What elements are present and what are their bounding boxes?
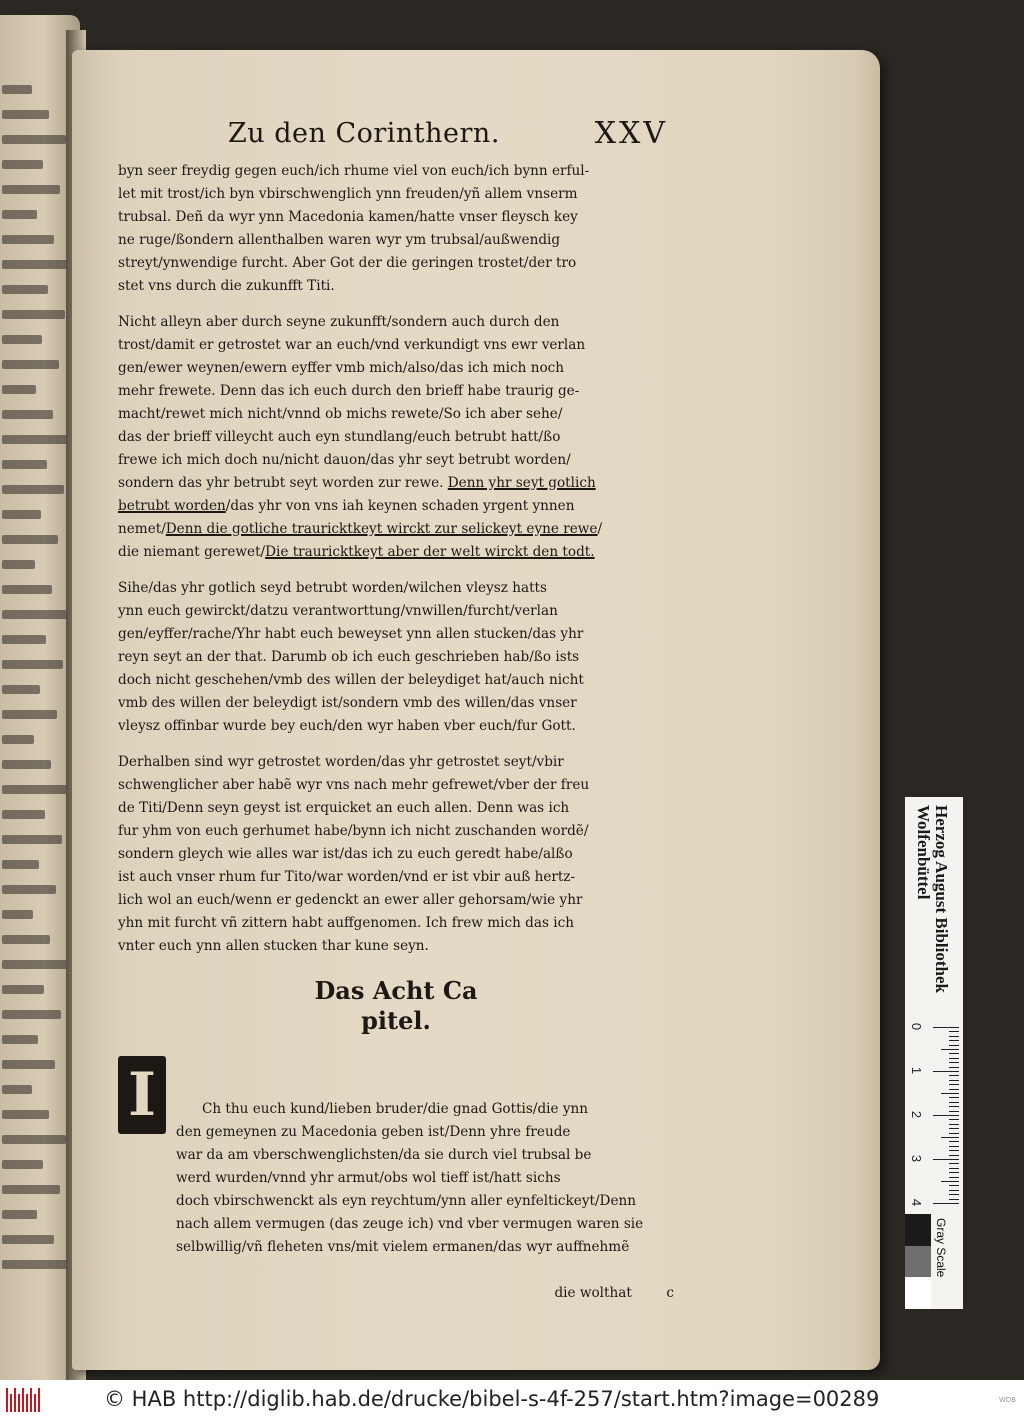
paragraph-2: Nicht alleyn aber durch seyne zukunfft/sondern auch durch den trost/damit er getrostet war an euch/vnd verkundigt vns ewr verlan gen/ewer weynen/ewern eyffer vmb mich/also/das ich mich noch mehr frewete. Denn das ich euch durch den brieff habe traurig ge- macht/rewet mich nicht/vnnd ob michs rewete/So ich aber sehe/ das der brieff villeycht auch eyn stundlang/euch betrubt hatt/ßo frewe ich mich doch nu/nicht dauon/das yhr seyt betrubt worden/ sondern das yhr betrubt seyt worden zur rewe. Denn yhr seyt gotlich betrubt worden/das yhr von vns iah keynen schaden yrgent ynnen nemet/Denn die gotliche trauricktkeyt wirckt zur selickeyt eyne rewe/ die niemant gerewet/Die trauricktkeyt aber der welt wirckt den todt.	[118, 314, 603, 560]
facing-page-text-line	[2, 1210, 37, 1219]
ruler-tick	[949, 1185, 959, 1186]
chapter-heading-line1: Das Acht Ca	[314, 976, 478, 1005]
ruler-number: 0	[909, 1022, 925, 1031]
facing-page-text-line	[2, 285, 48, 294]
gray-swatch	[905, 1214, 931, 1246]
facing-page-text-line	[2, 360, 59, 369]
chapter-paragraph	[118, 1052, 674, 1282]
ruler-tick	[949, 1199, 959, 1200]
ruler-tick	[949, 1106, 959, 1107]
ruler-tick	[949, 1194, 959, 1195]
facing-page-text-line	[2, 735, 34, 744]
ruler-tick	[949, 1058, 959, 1059]
footer-copyright-link[interactable]: © HAB http://diglib.hab.de/drucke/bibel-s-4f-257/start.htm?image=00289	[104, 1387, 880, 1411]
facing-page-text-line	[2, 185, 60, 194]
ruler-tick	[949, 1163, 959, 1164]
facing-page-text-line	[2, 1010, 61, 1019]
facing-page-text-line	[2, 860, 39, 869]
chapter-heading	[118, 976, 674, 1036]
ruler-tick	[949, 1111, 959, 1112]
facing-page-text-line	[2, 785, 68, 794]
facing-page-text-line	[2, 85, 32, 94]
ruler	[909, 1022, 959, 1207]
ruler-tick	[949, 1155, 959, 1156]
facing-page-text-line	[2, 485, 64, 494]
paragraph-3: Sihe/das yhr gotlich seyd betrubt worden/wilchen vleysz hatts ynn euch gewirckt/datzu verantworttung/vnwillen/furcht/verlan gen/eyffer/rache/Yhr habt euch beweyset ynn allen stucken/das yhr reyn seyt an der that. Darumb ob ich euch geschrieben hab/ßo ists doch nicht geschehen/vmb des willen der beleydiget hat/auch nicht vmb des willen der beleydigt ist/sondern vmb des willen/das vnser vleysz offinbar wurde bey euch/den wyr haben vber euch/fur Gott.	[118, 580, 584, 734]
facing-page-text-line	[2, 585, 52, 594]
ruler-tick	[949, 1067, 959, 1068]
facing-page-text-line	[2, 110, 49, 119]
ruler-tick	[941, 1137, 959, 1138]
ruler-number: 3	[909, 1154, 925, 1163]
ruler-tick	[949, 1190, 959, 1191]
library-city: Wolfenbüttel	[914, 805, 933, 900]
gray-swatch	[905, 1246, 931, 1278]
logo-bar	[14, 1388, 16, 1412]
paragraph-4: Derhalben sind wyr getrostet worden/das yhr getrostet seyt/vbir schwenglicher aber habẽ wyr vns nach mehr gefrewet/vber der freu de Titi/Denn seyn geyst ist erquicket an euch allen. Denn was ich fur yhm von euch gerhumet habe/bynn ich nicht zuschanden wordẽ/ sondern gleych wie alles war ist/das ich zu euch geredt habe/alßo ist auch vnser rhum fur Tito/war worden/vnd er ist vbir auß hertz- lich wol an euch/wenn er gedenckt an ewer aller gehorsam/wie yhr yhn mit furcht vñ zittern habt auffgenomen. Ich frew mich das ich vnter euch ynn allen stucken thar kune seyn.	[118, 754, 590, 954]
ruler-tick	[949, 1168, 959, 1169]
ruler-number: 4	[909, 1198, 925, 1207]
page-body	[118, 160, 674, 1305]
ruler-tick	[941, 1181, 959, 1182]
ruler-tick	[941, 1093, 959, 1094]
chapter-text: Ch thu euch kund/lieben bruder/die gnad Gottis/die ynn den gemeynen zu Macedonia geben ist/Denn yhre freude war da am vberschwenglichsten/da sie durch viel trubsal be werd wurden/vnnd yhr armut/obs wol tieff ist/hatt sichs doch vbirschwenckt als eyn reychtum/ynn aller eynfeltickeyt/Denn nach allem vermugen (das zeuge ich) vnd vber vermugen waren sie selbwillig/vñ fleheten vns/mit vielem ermanen/das wyr auffnehmẽ	[176, 1101, 644, 1255]
facing-page-text-line	[2, 810, 45, 819]
logo-bar	[6, 1388, 8, 1412]
ruler-tick	[949, 1045, 959, 1046]
facing-page-text-line	[2, 1160, 43, 1169]
logo-bar	[10, 1394, 12, 1412]
ruler-tick	[949, 1036, 959, 1037]
facing-page-text-line	[2, 660, 63, 669]
logo-bar	[18, 1394, 20, 1412]
library-name: Herzog August Bibliothek	[932, 805, 951, 993]
facing-page-text-line	[2, 885, 56, 894]
folio-number: XXV	[594, 116, 668, 151]
page-header	[228, 118, 668, 154]
facing-page-text-line	[2, 1235, 54, 1244]
logo-bar	[38, 1388, 40, 1412]
facing-page-text-line	[2, 385, 36, 394]
facing-page-text-line	[2, 910, 33, 919]
facing-page-text-line	[2, 210, 37, 219]
facing-page-text-line	[2, 960, 67, 969]
facing-page-text-line	[2, 460, 47, 469]
ruler-tick	[933, 1027, 959, 1028]
facing-page-text-line	[2, 1110, 49, 1119]
facing-page-text-line	[2, 135, 66, 144]
ruler-tick	[949, 1172, 959, 1173]
facing-page-text-line	[2, 235, 54, 244]
ruler-tick	[949, 1141, 959, 1142]
ruler-tick	[949, 1031, 959, 1032]
ruler-tick	[933, 1203, 959, 1204]
facing-page-text-line	[2, 535, 58, 544]
ruler-tick	[949, 1053, 959, 1054]
ruler-tick	[949, 1133, 959, 1134]
facing-page-text-line	[2, 510, 41, 519]
ruler-number: 1	[909, 1066, 925, 1075]
facing-page-text-line	[2, 160, 43, 169]
ruler-tick	[949, 1097, 959, 1098]
gray-swatch	[905, 1277, 931, 1309]
facing-page-text-line	[2, 635, 46, 644]
footer-mark: WDB	[998, 1396, 1016, 1404]
facing-page-text-line	[2, 1260, 71, 1269]
facing-page-text-line	[2, 260, 71, 269]
facing-page-text-line	[2, 835, 62, 844]
ruler-tick	[941, 1049, 959, 1050]
ruler-tick	[949, 1080, 959, 1081]
ruler-tick	[949, 1124, 959, 1125]
running-head: Zu den Corinthern.	[228, 118, 500, 149]
logo-bar	[34, 1394, 36, 1412]
facing-page-text-line	[2, 1085, 32, 1094]
gray-scale-label: Gray Scale	[934, 1218, 948, 1278]
facing-page-text-line	[2, 1035, 38, 1044]
decorated-initial: I	[118, 1056, 166, 1134]
facing-page-text-line	[2, 1185, 60, 1194]
ruler-tick	[949, 1150, 959, 1151]
facing-page-text-line	[2, 685, 40, 694]
facing-page-text-line	[2, 335, 42, 344]
ruler-tick	[949, 1089, 959, 1090]
catchword: die wolthat c	[554, 1285, 674, 1301]
ruler-tick	[933, 1159, 959, 1160]
facing-page-text-line	[2, 1060, 55, 1069]
ruler-tick	[949, 1062, 959, 1063]
logo-bar	[30, 1388, 32, 1412]
facing-page-text-line	[2, 410, 53, 419]
gray-scale-strip	[905, 1214, 931, 1309]
ruler-tick	[949, 1040, 959, 1041]
ruler-tick	[933, 1115, 959, 1116]
ruler-tick	[949, 1177, 959, 1178]
chapter-heading-line2: pitel.	[361, 1006, 431, 1035]
facing-page-text-line	[2, 310, 65, 319]
footer-bar	[0, 1380, 1024, 1420]
ruler-tick	[949, 1084, 959, 1085]
logo-bar	[22, 1388, 24, 1412]
paragraph-1: byn seer freydig gegen euch/ich rhume viel von euch/ich bynn erful- let mit trost/ich byn vbirschwenglich ynn freuden/yñ allem vnserm trubsal. Deñ da wyr ynn Macedonia kamen/hatte vnser fleysch key ne ruge/ßondern allenthalben waren wyr ym trubsal/außwendig streyt/ynwendige furcht. Aber Got der die geringen trostet/der tro stet vns durch die zukunfft Titi.	[118, 163, 590, 294]
ruler-tick	[949, 1146, 959, 1147]
facing-page-text-line	[2, 985, 44, 994]
facing-page-text-line	[2, 710, 57, 719]
facing-page-text-line	[2, 935, 50, 944]
hab-logo-icon	[6, 1388, 44, 1412]
ruler-tick	[949, 1119, 959, 1120]
facing-page-text-line	[2, 760, 51, 769]
facing-page-text-line	[2, 610, 69, 619]
logo-bar	[26, 1394, 28, 1412]
ruler-number: 2	[909, 1110, 925, 1119]
ruler-tick	[933, 1071, 959, 1072]
ruler-tick	[949, 1128, 959, 1129]
ruler-tick	[949, 1075, 959, 1076]
facing-page-text-line	[2, 1135, 66, 1144]
ruler-tick	[949, 1102, 959, 1103]
facing-page-text-line	[2, 560, 35, 569]
facing-page-text-line	[2, 435, 70, 444]
